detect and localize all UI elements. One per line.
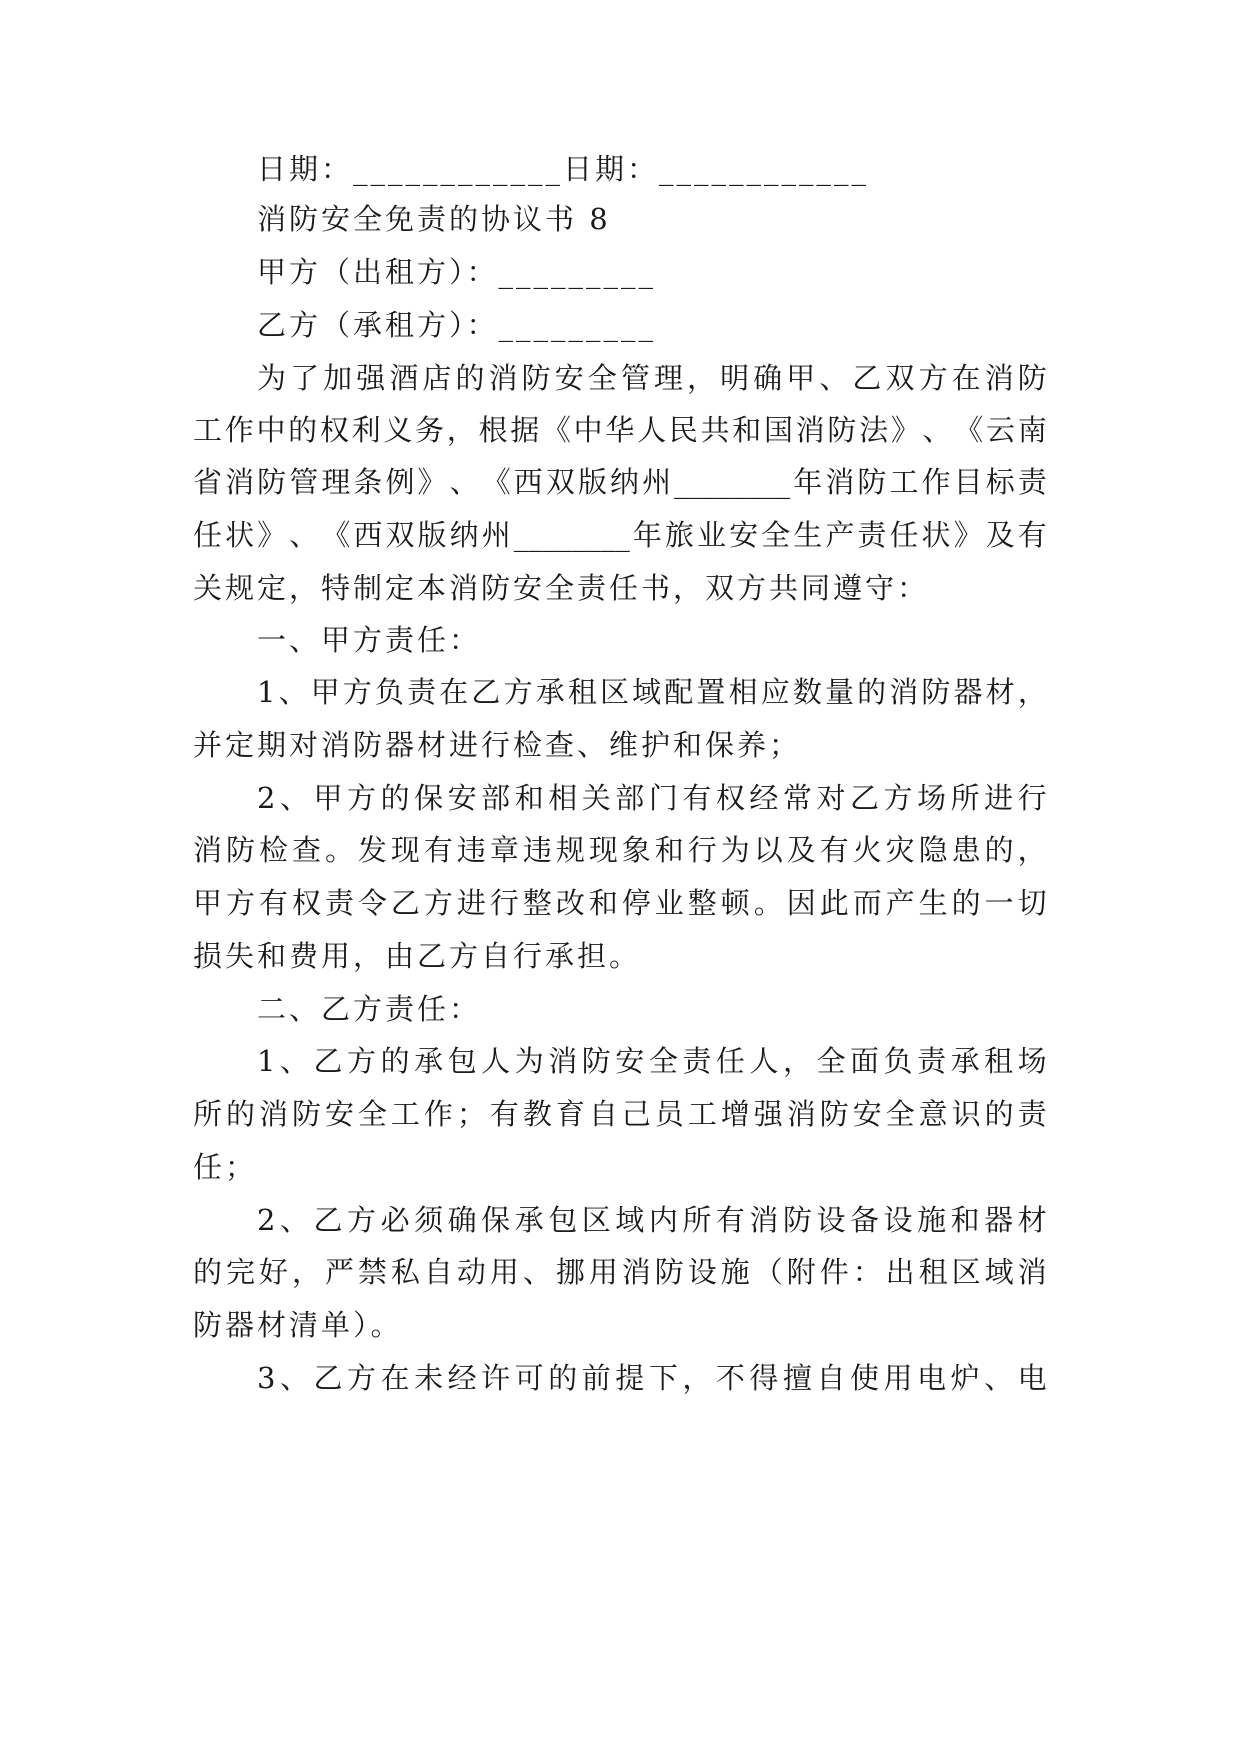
b1-line: 任； — [193, 1150, 258, 1184]
b2-line: 的 完 好 ， 严 禁 私 自 动 用 、 挪 用 消 防 设 施 （ 附 件 ： 出 租 区 域 消 — [193, 1255, 1047, 1289]
b3-line: 3 、 乙 方 在 未 经 许 可 的 前 提 下 ， 不 得 擅 自 使 用 电 炉 、 电 — [257, 1361, 1047, 1395]
intro-line: 关规定，特制定本消防安全责任书，双方共同遵守： — [193, 571, 930, 605]
a2-line: 2 、 甲 方 的 保 安 部 和 相 关 部 门 有 权 经 常 对 乙 方 场 所 进 行 — [257, 781, 1047, 815]
a1-line: 1 、 甲 方 负 责 在 乙 方 承 租 区 域 配 置 相 应 数 量 的 消 防 器 材 ， — [257, 675, 1047, 709]
b1-line: 所 的 消 防 安 全 工 作 ； 有 教 育 自 己 员 工 增 强 消 防 安 全 意 识 的 责 — [193, 1097, 1047, 1131]
a2-line: 消 防 检 查 。 发 现 有 违 章 违 规 现 象 和 行 为 以 及 有 火 灾 隐 患 的 ， — [193, 833, 1047, 867]
party-b-line: 乙方（承租方）：_________ — [257, 308, 657, 342]
document-title: 消防安全免责的协议书 8 — [257, 202, 611, 236]
a2-line: 损失和费用，由乙方自行承担。 — [193, 939, 642, 973]
section-a-heading: 一、甲方责任： — [257, 623, 482, 657]
section-b-heading: 二、乙方责任： — [257, 992, 482, 1026]
a2-line: 甲 方 有 权 责 令 乙 方 进 行 整 改 和 停 业 整 顿 。 因 此 而 产 生 的 一 切 — [193, 886, 1047, 920]
signature-dates: 日期：____________日期：____________ — [257, 152, 870, 186]
intro-line: 任 状 》 、 《 西 双 版 纳 州 ________ 年 旅 业 安 全 生 产 责 任 状 》 及 有 — [193, 518, 1047, 552]
intro-line: 省 消 防 管 理 条 例 》 、 《 西 双 版 纳 州 ________ 年 消 防 工 作 目 标 责 — [193, 465, 1047, 499]
party-a-line: 甲方（出租方）：_________ — [257, 255, 657, 289]
intro-line: 为 了 加 强 酒 店 的 消 防 安 全 管 理 ， 明 确 甲 、 乙 双 方 在 消 防 — [257, 361, 1047, 395]
b2-line: 2 、 乙 方 必 须 确 保 承 包 区 域 内 所 有 消 防 设 备 设 施 和 器 材 — [257, 1203, 1047, 1237]
a1-line: 并定期对消防器材进行检查、维护和保养； — [193, 728, 802, 762]
b2-line: 防器材清单）。 — [193, 1308, 403, 1342]
b1-line: 1 、 乙 方 的 承 包 人 为 消 防 安 全 责 任 人 ， 全 面 负 责 承 租 场 — [257, 1044, 1047, 1078]
intro-line: 工 作 中 的 权 利 义 务 ， 根 据 《 中 华 人 民 共 和 国 消 防 法 》 、 《 云 南 — [193, 413, 1047, 447]
